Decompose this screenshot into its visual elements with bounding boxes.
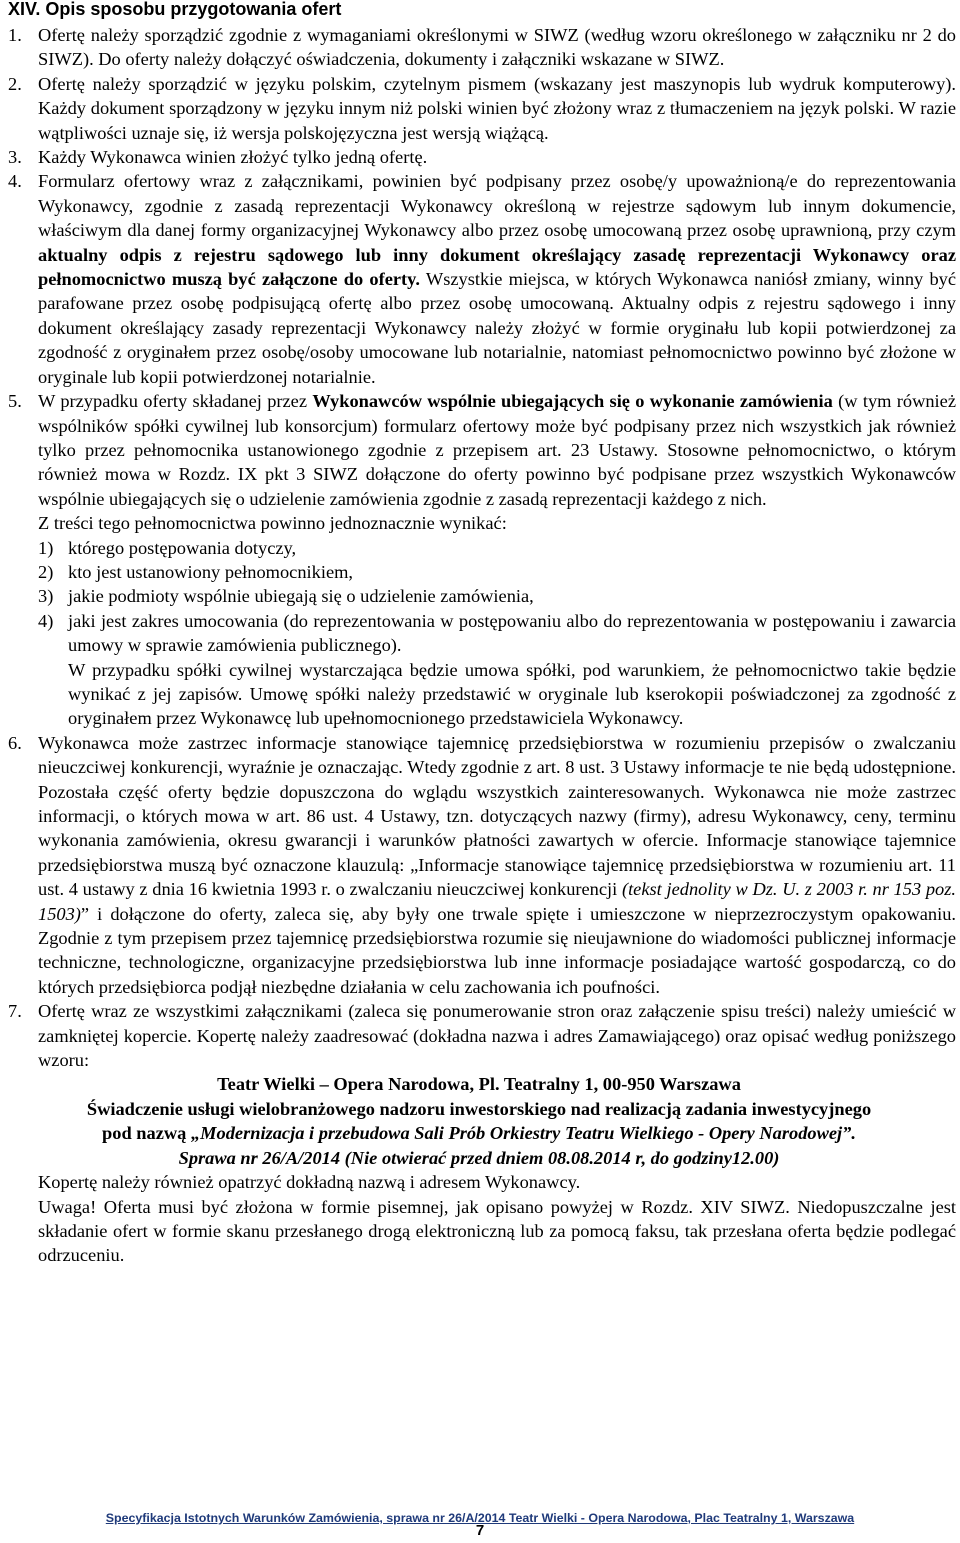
item-paragraph: Kopertę należy również opatrzyć dokładną nazwą i adresem Wykonawcy. <box>38 1172 581 1193</box>
sublist-number: 4) <box>38 610 54 631</box>
sublist-item-2 <box>38 560 956 584</box>
item-number: 6. <box>8 732 22 753</box>
sublist-text: jakie podmioty wspólnie ubiegają się o udzielenie zamówienia, <box>68 586 534 607</box>
section-heading: XIV. Opis sposobu przygotowania ofert <box>8 0 342 19</box>
sublist-item-3 <box>38 584 956 608</box>
sublist-intro: Z treści tego pełnomocnictwa powinno jednoznacznie wynikać: <box>38 513 507 534</box>
item-text: Ofertę należy sporządzić w języku polskim, czytelnym pismem (wskazany jest maszynopis lub wydruk komputerowy). Każdy dokument sporządzony w języku innym niż polski winien być złożony wraz z tłumaczeniem na język polski. W razie wątpliwości uznaje się, iż wersja polskojęzyczna jest wersją wiążącą. <box>38 73 956 143</box>
instructions-list <box>8 23 956 1268</box>
list-item-3 <box>8 145 956 169</box>
item-text: W przypadku oferty składanej przez <box>38 391 313 412</box>
envelope-address: Teatr Wielki – Opera Narodowa, Pl. Teatralny 1, 00-950 Warszawa <box>217 1074 741 1095</box>
item-number: 7. <box>8 1001 22 1022</box>
page-footer: Specyfikacja Istotnych Warunków Zamówienia, sprawa nr 26/A/2014 Teatr Wielki - Opera Narodowa, Plac Teatralny 1, Warszawa <box>105 1511 855 1525</box>
list-item-2 <box>8 72 956 145</box>
item-text: Wszystkie miejsca, w których Wykonawca naniósł zmiany, winny być parafowane przez osobę podpisującą ofertę albo przez osobę umocowaną. Aktualny odpis z rejestru sądowego i inny dokument określający zasady reprezentacji Wykonawcy należy złożyć w formie oryginału lub kopii potwierdzonej za zgodność z oryginałem przez osobę/osoby umocowane lub notarialnie, natomiast pełnomocnictwo powinno być złożone w oryginale lub kopii potwierdzonej notarialnie. <box>38 269 956 387</box>
item-text-bold: aktualny odpis z rejestru sądowego lub inny dokument określający zasadę reprezentacji Wykonawcy oraz pełnomocnictwo muszą być załączone do oferty. <box>38 244 956 290</box>
sublist-number: 3) <box>38 586 54 607</box>
envelope-subject: Świadczenie usługi wielobranżowego nadzoru inwestorskiego nad realizacją zadania inwestycyjnego <box>86 1098 872 1119</box>
item-number: 1. <box>8 25 22 45</box>
item-text: Formularz ofertowy wraz z załącznikami, powinien być podpisany przez osobę/y upoważnioną/e do reprezentowania Wykonawcy, zgodnie z zasadą reprezentacji Wykonawcy określoną w rejestrze sądowym lub innym dokumencie, właściwym dla danej formy organizacyjnej Wykonawcy albo przez osobę umocowaną przez osobę uprawnioną, przy czym <box>38 171 956 241</box>
sublist-text: kto jest ustanowiony pełnomocnikiem, <box>68 561 354 582</box>
envelope-case-number: Sprawa nr 26/A/2014 (Nie otwierać przed dniem 08.08.2014 r, do godziny12.00) <box>178 1147 780 1168</box>
item-text-bold: Wykonawców wspólnie ubiegających się o wykonanie zamówienia <box>312 391 833 412</box>
item-text: (w tym również wspólników spółki cywilnej lub konsorcjum) formularz ofertowy może być podpisany przez nich wszystkich jak również tylko przez pełnomocnika ustanowionego zgodnie z przepisem art. 23 Ustawy. Stosowne pełnomocnictwo, o którym również mowa w Rozdz. IX pkt 3 SIWZ dołączone do oferty powinno być podpisane przez wszystkich Wykonawców wspólnie ubiegających się o udzielenie zamówienia zgodnie z zasadą reprezentacji każdego z nich. <box>38 391 956 509</box>
item-text-italic: (tekst jednolity w Dz. U. z 2003 r. nr 153 poz. 1503) <box>38 879 956 924</box>
item-number: 4. <box>8 171 22 192</box>
item-paragraph: Uwaga! Oferta musi być złożona w formie pisemnej, jak opisano powyżej w Rozdz. XIV SIWZ. Niedopuszczalne jest składanie ofert w formie skanu przesłanego drogą elektroniczną lub za pomocą faksu, tak przesłana oferta będzie podlegać odrzuceniu. <box>38 1196 956 1266</box>
sublist-text: którego postępowania dotyczy, <box>68 537 297 558</box>
item-text: Każdy Wykonawca winien złożyć tylko jedną ofertę. <box>38 147 428 168</box>
page-number: 7 <box>475 1522 485 1539</box>
sublist-number: 1) <box>38 537 54 558</box>
item-text: Ofertę wraz ze wszystkimi załącznikami (zaleca się ponumerowanie stron oraz załączenie spisu treści) należy umieścić w zamkniętej kopercie. Kopertę należy zaadresować (dokładna nazwa i adres Zamawiającego) oraz opisać według poniższego wzoru: <box>38 1001 956 1071</box>
item-text: Wykonawca może zastrzec informacje stanowiące tajemnicę przedsiębiorstwa w rozumieniu przepisów o zwalczaniu nieuczciwej konkurencji, wyraźnie je oznaczając. Wtedy zgodnie z art. 8 ust. 3 Ustawy informacje te nie będą udostępnione. Pozostała część oferty będzie dopuszczona do wglądu wszystkich zainteresowanych. Wykonawca nie może zastrzec informacji, o których mowa w art. 86 ust. 4 Ustawy, tzn. dotyczących nazwy (firmy), adresu Wykonawcy, ceny, terminu wykonania zamówienia, okresu gwarancji i warunków płatności zawartych w ofercie. Informacje stanowiące tajemnice przedsiębiorstwa muszą być oznaczone klauzulą: „Informacje stanowiące tajemnicę przedsiębiorstwa w rozumieniu art. 11 ust. 4 ustawy z dnia 16 kwietnia 1993 r. o zwalczaniu nieuczciwej konkurencji <box>38 732 956 900</box>
list-item-7 <box>8 999 956 1072</box>
list-item-6 <box>8 731 956 999</box>
item-number: 3. <box>8 147 22 168</box>
sublist-text: jaki jest zakres umocowania (do reprezentowania w postępowaniu albo do reprezentowania w postępowaniu i zawarcia umowy w sprawie zamówienia publicznego). <box>68 610 956 656</box>
sublist-item-4 <box>38 609 956 658</box>
item-text: Ofertę należy sporządzić zgodnie z wymaganiami określonymi w SIWZ (według wzoru określonego w załączniku nr 2 do SIWZ). Do oferty należy dołączyć oświadczenia, dokumenty i załączniki wskazane w SIWZ. <box>38 25 956 70</box>
list-item-1 <box>8 23 956 72</box>
sublist-number: 2) <box>38 561 54 582</box>
envelope-project-name <box>0 1121 958 1145</box>
item-text: ” i dołączone do oferty, zaleca się, aby były one trwale spięte i umieszczone w nieprzezroczystym opakowaniu. Zgodnie z tym przepisem przez tajemnicę przedsiębiorstwa rozumie się nieujawnione do wiadomości publicznej informacje techniczne, technologiczne, organizacyjne przedsiębiorstwa lub inne informacje posiadające wartość gospodarczą, co do których przedsiębiorca podjął niezbędne działania w celu zachowania ich poufności. <box>38 903 956 997</box>
item-paragraph: W przypadku spółki cywilnej wystarczająca będzie umowa spółki, pod warunkiem, że pełnomocnictwo takie będzie wynikać z jej zapisów. Umowę spółki należy przedstawić w oryginale lub kserokopii poświadczonej za zgodność z oryginałem przez Wykonawcę lub upełnomocnionego przedstawiciela Wykonawcy. <box>68 659 956 729</box>
list-item-5 <box>8 389 956 731</box>
list-item-4 <box>8 169 956 389</box>
sublist-item-1 <box>38 536 956 560</box>
item-number: 2. <box>8 73 22 94</box>
envelope-project-prefix: pod nazwą <box>102 1123 191 1144</box>
item-number: 5. <box>8 391 22 412</box>
envelope-project-title: „Modernizacja i przebudowa Sali Prób Orkiestry Teatru Wielkiego - Opery Narodowej”. <box>190 1123 856 1144</box>
